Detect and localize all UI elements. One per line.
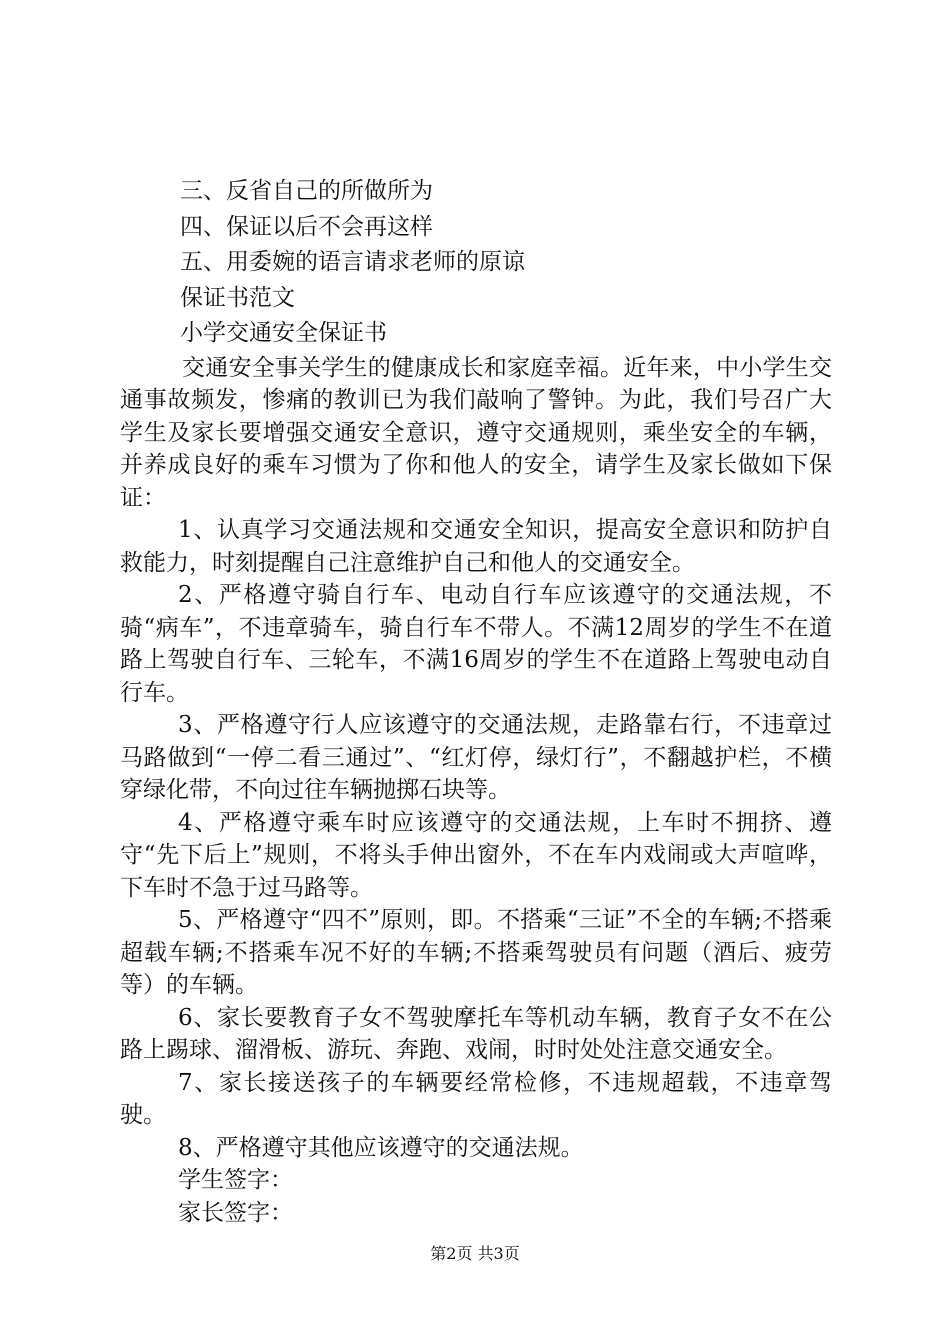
- pledge-item-5: 5、严格遵守“四不”原则，即。不搭乘“三证”不全的车辆;不搭乘超载车辆;不搭乘车况不好的车辆;不搭乘驾驶员有问题（酒后、疲劳等）的车辆。: [120, 907, 832, 998]
- pledge-item-8: 8、严格遵守其他应该遵守的交通法规。: [178, 1134, 584, 1161]
- pledge-item-1: 1、认真学习交通法规和交通安全知识，提高安全意识和防护自救能力，时刻提醒自己注意维护自己和他人的交通安全。: [120, 517, 832, 576]
- pledge-item-7: 7、家长接送孩子的车辆要经常检修，不违规超载，不违章驾驶。: [120, 1069, 832, 1128]
- section-title: 保证书范文: [180, 284, 295, 311]
- page-footer: 第2页 共3页: [430, 1244, 520, 1263]
- document-title: 小学交通安全保证书: [180, 320, 387, 346]
- parent-signature: 家长签字：: [178, 1199, 293, 1226]
- intro-paragraph: 交通安全事关学生的健康成长和家庭幸福。近年来，中小学生交通事故频发，惨痛的教训已为我们敲响了警钟。为此，我们号召广大学生及家长要增强交通安全意识，遵守交通规则，乘坐安全的车辆，并养成良好的乘车习惯为了你和他人的安全，请学生及家长做如下保证：: [120, 354, 832, 511]
- pledge-item-2: 2、严格遵守骑自行车、电动自行车应该遵守的交通法规，不骑“病车”，不违章骑车，骑自行车不带人。不满12周岁的学生不在道路上驾驶自行车、三轮车，不满16周岁的学生不在道路上驾驶电动自行车。: [120, 582, 832, 706]
- heading-line-4: 四、保证以后不会再这样: [180, 213, 433, 240]
- pledge-item-3: 3、严格遵守行人应该遵守的交通法规，走路靠右行，不违章过马路做到“一停二看三通过”、“红灯停，绿灯行”，不翻越护栏，不横穿绿化带，不向过往车辆抛掷石块等。: [120, 712, 832, 803]
- pledge-item-6: 6、家长要教育子女不驾驶摩托车等机动车辆，教育子女不在公路上踢球、溜滑板、游玩、奔跑、戏闹，时时处处注意交通安全。: [120, 1004, 832, 1063]
- heading-line-3: 三、反省自己的所做所为: [180, 178, 433, 204]
- heading-line-5: 五、用委婉的语言请求老师的原谅: [180, 249, 525, 275]
- document-body: [120, 174, 832, 1229]
- student-signature: 学生签字：: [178, 1167, 293, 1193]
- pledge-item-4: 4、严格遵守乘车时应该遵守的交通法规，上车时不拥挤、遵守“先下后上”规则，不将头手伸出窗外，不在车内戏闹或大声喧哗，下车时不急于过马路等。: [120, 809, 832, 901]
